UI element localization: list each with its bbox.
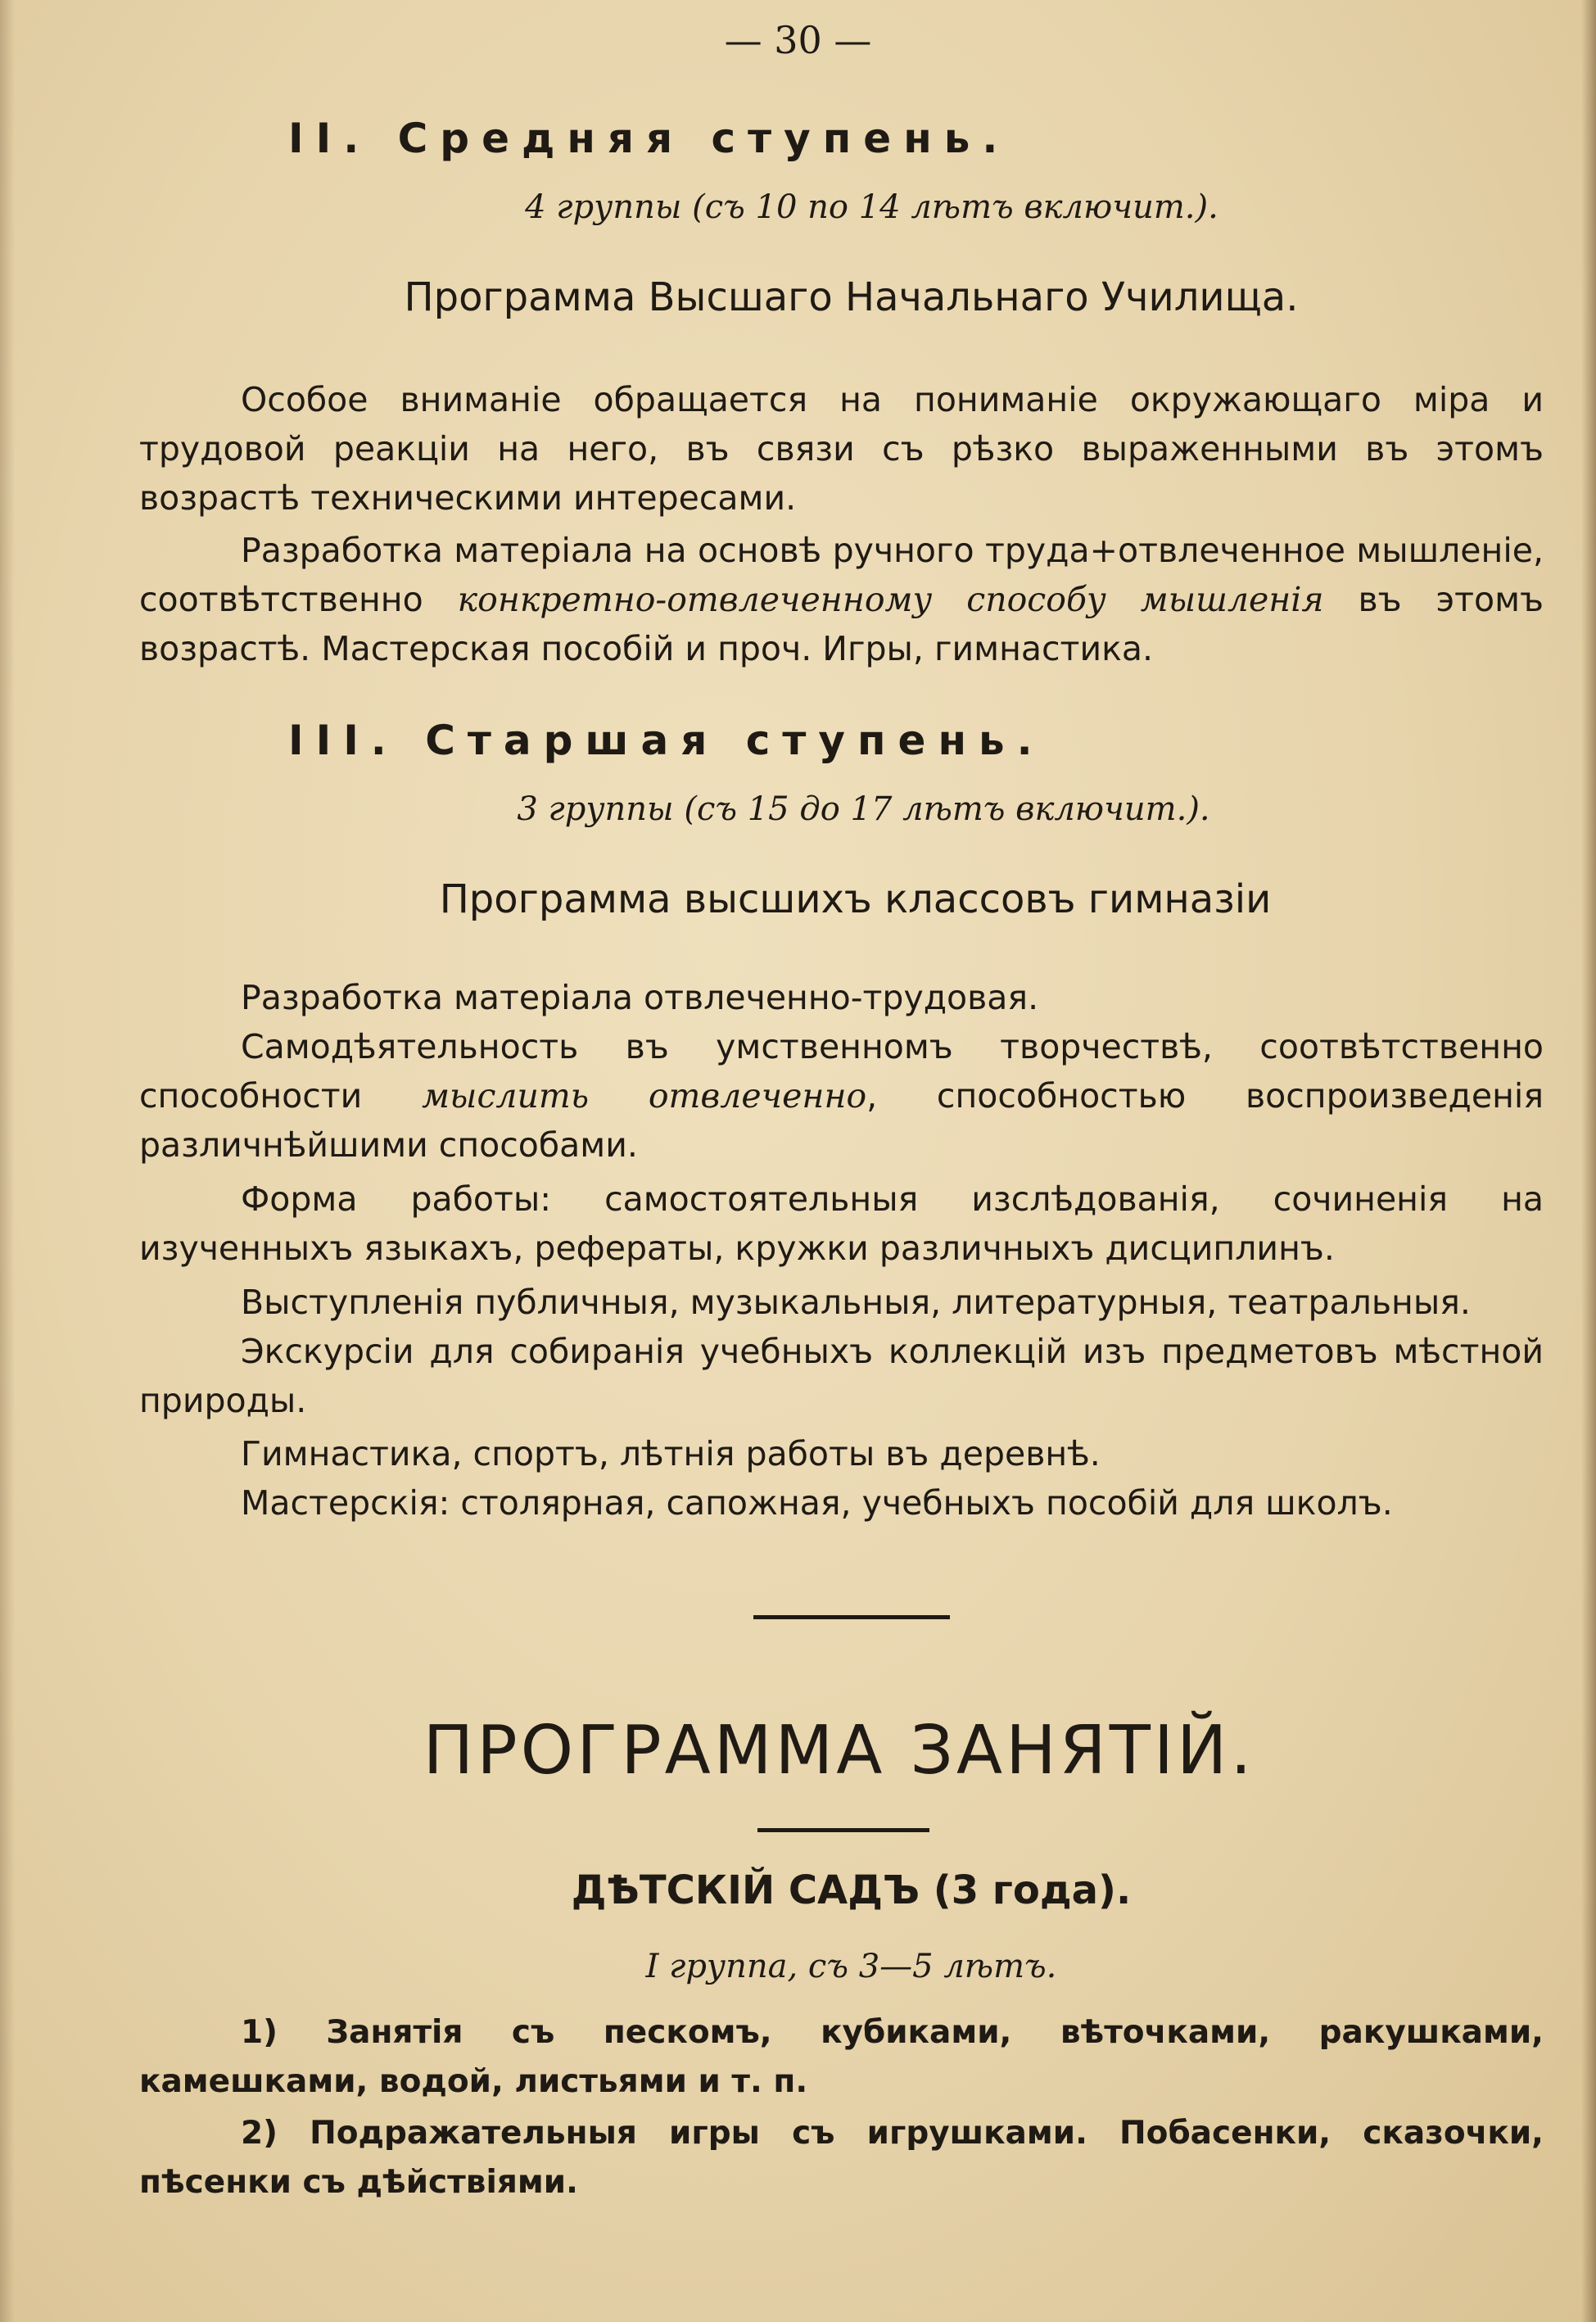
section-divider <box>753 1615 950 1619</box>
middle-stage-paragraph-1: Особое вниманіе обращается на пониманіе окружающаго міра и трудовой реакціи на него, въ связи съ рѣзко выраженными въ этомъ возрастѣ техническими интересами. <box>139 380 1544 518</box>
page-number: — 30 — <box>724 18 872 62</box>
senior-stage-program-title: Программа высшихъ классовъ гимназіи <box>439 876 1272 922</box>
senior-stage-paragraph-6: Гимнастика, спортъ, лѣтнія работы въ деревнѣ. <box>241 1434 1101 1473</box>
middle-stage-ages: 4 группы (съ 10 по 14 лѣтъ включит.). <box>525 188 1218 226</box>
senior-stage-paragraph-1: Разработка матеріала отвлеченно-трудовая. <box>241 978 1039 1017</box>
italic-phrase: мыслить отвлеченно <box>422 1076 867 1116</box>
group-heading: I группа, съ 3—5 лѣтъ. <box>645 1948 1057 1985</box>
senior-stage-paragraph-7: Мастерскія: столярная, сапожная, учебныхъ пособій для школъ. <box>241 1483 1393 1523</box>
senior-stage-paragraph-2: Самодѣятельность въ умственномъ творчествѣ, соотвѣтственно способности мыслить отвлеченно, способностью воспроизведенія различнѣйшими способами. <box>139 1027 1544 1165</box>
program-title: ПРОГРАММА ЗАНЯТІЙ. <box>423 1712 1255 1790</box>
senior-stage-paragraph-3: Форма работы: самостоятельныя изслѣдованія, сочиненія на изученныхъ языкахъ, рефераты, кружки различныхъ дисциплинъ. <box>139 1179 1544 1268</box>
senior-stage-ages: 3 группы (съ 15 до 17 лѣтъ включит.). <box>517 790 1210 828</box>
senior-stage-paragraph-4: Выступленія публичныя, музыкальныя, литературныя, театральныя. <box>241 1283 1471 1322</box>
italic-phrase: конкретно-отвлеченному способу мышленія <box>457 580 1324 619</box>
title-underline <box>757 1828 929 1832</box>
middle-stage-program-title: Программа Высшаго Начальнаго Училища. <box>404 274 1299 320</box>
senior-stage-heading: III. Старшая ступень. <box>288 717 1045 764</box>
program-item-2: 2) Подражательныя игры съ игрушками. Побасенки, сказочки, пѣсенки съ дѣйствіями. <box>139 2115 1544 2201</box>
middle-stage-heading: II. Средняя ступень. <box>288 115 1010 162</box>
kindergarten-heading: ДѢТСКІЙ САДЪ (3 года). <box>571 1867 1132 1913</box>
program-item-1: 1) Занятія съ пескомъ, кубиками, вѣточками, ракушками, камешками, водой, листьями и т. п. <box>139 2014 1544 2100</box>
senior-stage-paragraph-5: Экскурсіи для собиранія учебныхъ коллекцій изъ предметовъ мѣстной природы. <box>139 1332 1544 1420</box>
middle-stage-paragraph-2: Разработка матеріала на основѣ ручного труда+отвлеченное мышленіе, соотвѣтственно конкретно-отвлеченному способу мышленія въ этомъ возрастѣ. Мастерская пособій и проч. Игры, гимнастика. <box>139 531 1544 668</box>
